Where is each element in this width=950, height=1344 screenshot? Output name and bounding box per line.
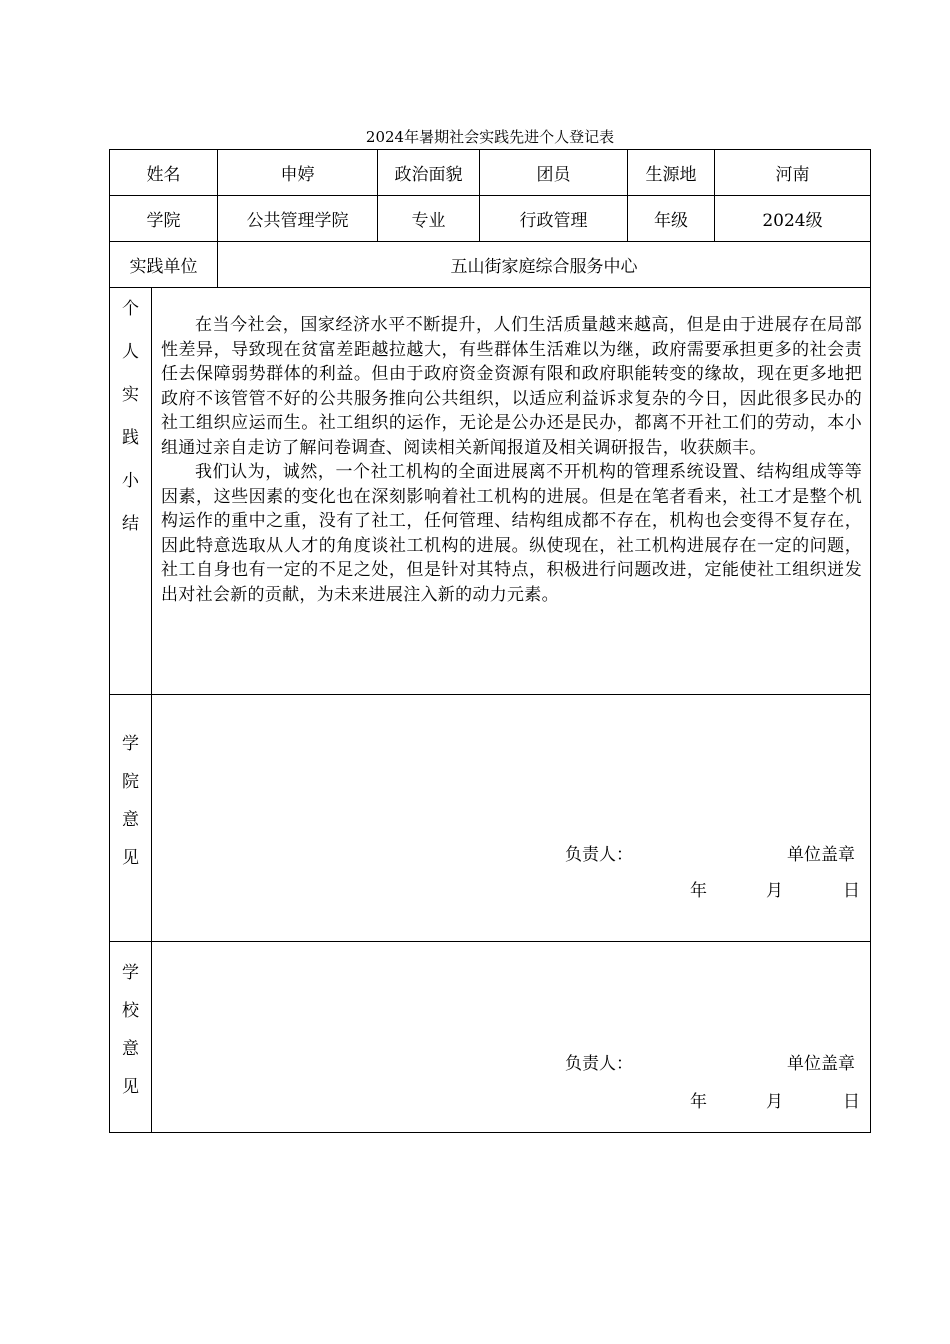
school-opinion-label-char: 校	[122, 1001, 139, 1021]
summary-label-char: 实	[122, 385, 139, 405]
college-responsible-label: 负责人：	[565, 845, 633, 865]
school-opinion-content	[152, 942, 871, 1133]
registration-form-table	[109, 149, 871, 1133]
college-label: 学院	[110, 196, 218, 242]
major-label: 专业	[378, 196, 480, 242]
origin-label: 生源地	[628, 150, 715, 196]
school-day-label: 日	[843, 1092, 860, 1112]
practice-unit-label: 实践单位	[110, 242, 218, 288]
college-month-label: 月	[766, 881, 783, 901]
name-value: 申婷	[218, 150, 378, 196]
summary-label	[110, 288, 152, 695]
summary-content	[152, 288, 871, 695]
origin-value: 河南	[715, 150, 871, 196]
college-opinion-label-char: 见	[122, 848, 139, 868]
summary-label-char: 人	[122, 342, 139, 362]
summary-paragraph-1: 在当今社会，国家经济水平不断提升，人们生活质量越来越高，但是由于进展存在局部性差异，导致现在贫富差距越拉越大，有些群体生活难以为继，政府需要承担更多的社会责任去保障弱势群体的利益。但由于政府资金资源有限和政府职能转变的缘故，现在更多地把政府不该管管不好的公共服务推向公共组织，以适应利益诉求复杂的今日，因此很多民办的社工组织应运而生。社工组织的运作，无论是公办还是民办，都离不开社工们的劳动，本小组通过亲自走访了解问卷调查、阅读相关新闻报道及相关调研报告，收获颇丰。	[161, 315, 862, 458]
summary-label-char: 小	[122, 471, 139, 491]
college-seal-label: 单位盖章	[787, 845, 855, 865]
school-opinion-row	[110, 942, 871, 1133]
college-opinion-content	[152, 695, 871, 942]
info-row-3	[110, 242, 871, 288]
politics-value: 团员	[480, 150, 628, 196]
name-label: 姓名	[110, 150, 218, 196]
college-year-label: 年	[690, 881, 707, 901]
college-day-label: 日	[843, 881, 860, 901]
college-value: 公共管理学院	[218, 196, 378, 242]
college-opinion-row	[110, 695, 871, 942]
school-seal-label: 单位盖章	[787, 1054, 855, 1074]
politics-label: 政治面貌	[378, 150, 480, 196]
info-row-2	[110, 196, 871, 242]
form-title: 2024年暑期社会实践先进个人登记表	[365, 128, 615, 146]
school-opinion-label-char: 意	[122, 1039, 139, 1059]
school-responsible-label: 负责人：	[565, 1054, 633, 1074]
college-opinion-label-char: 意	[122, 810, 139, 830]
info-row-1	[110, 150, 871, 196]
school-opinion-label	[110, 942, 152, 1133]
major-value: 行政管理	[480, 196, 628, 242]
school-opinion-label-char: 学	[122, 963, 139, 983]
college-opinion-label-char: 院	[122, 772, 139, 792]
summary-label-char: 个	[122, 299, 139, 319]
grade-value: 2024级	[715, 196, 871, 242]
summary-row	[110, 288, 871, 695]
school-month-label: 月	[766, 1092, 783, 1112]
summary-paragraph-2: 我们认为，诚然，一个社工机构的全面进展离不开机构的管理系统设置、结构组成等等因素，这些因素的变化也在深刻影响着社工机构的进展。但是在笔者看来，社工才是整个机构运作的重中之重，没有了社工，任何管理、结构组成都不存在，机构也会变得不复存在，因此特意选取从人才的角度谈社工机构的进展。纵使现在，社工机构进展存在一定的问题，社工自身也有一定的不足之处，但是针对其特点，积极进行问题改进，定能使社工组织迸发出对社会新的贡献，为未来进展注入新的动力元素。	[161, 462, 862, 605]
practice-unit-value: 五山街家庭综合服务中心	[218, 242, 871, 288]
college-opinion-label	[110, 695, 152, 942]
college-opinion-label-char: 学	[122, 734, 139, 754]
school-opinion-label-char: 见	[122, 1077, 139, 1097]
summary-label-char: 结	[122, 514, 139, 534]
grade-label: 年级	[628, 196, 715, 242]
summary-label-char: 践	[122, 428, 139, 448]
school-year-label: 年	[690, 1092, 707, 1112]
